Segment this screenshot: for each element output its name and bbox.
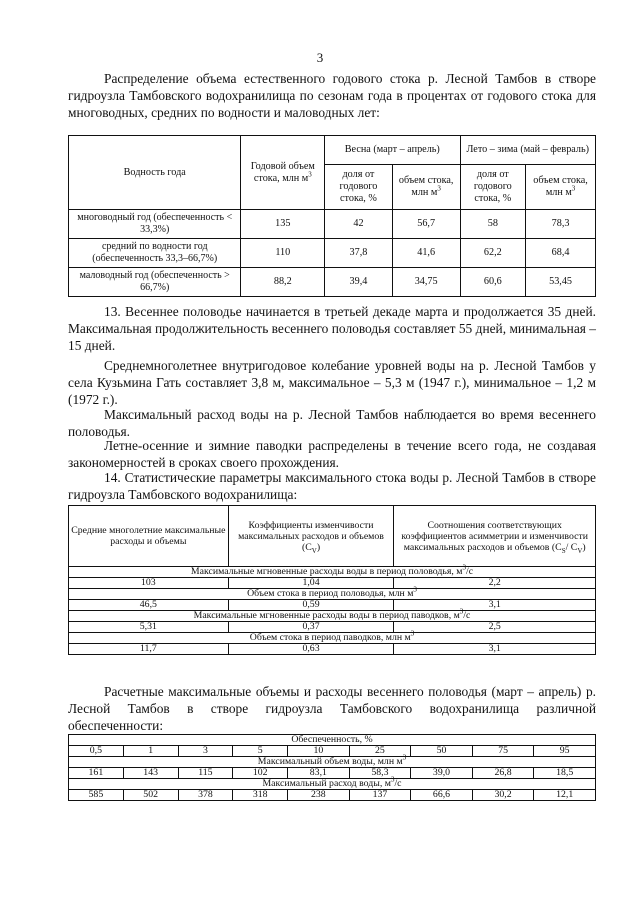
table-row: 161 143 115 102 83,1 58,3 39,0 26,8 18,5 bbox=[69, 768, 596, 779]
header-probability: Обеспеченность, % bbox=[69, 735, 596, 746]
paragraph-calculated: Расчетные максимальные объемы и расходы весеннего половодья (март – апрель) р. Лесной Тамбов в створе гидроузла Тамбовского водохранилища различной обеспеченности: bbox=[68, 684, 596, 733]
section-title: Объем стока в период половодья, млн $м^3$ bbox=[69, 589, 596, 600]
intro-paragraph: Распределение объема естественного годового стока р. Лесной Тамбов в створе гидроузла Тамбовского водохранилища по сезонам года в процентах от годового стока для многоводных, средних по водности и маловодных лет: bbox=[68, 71, 596, 120]
table-row: многоводный год (обеспеченность < 33,3%) 135 42 56,7 58 78,3 bbox=[69, 210, 596, 239]
page-number: 3 bbox=[316, 50, 324, 65]
section-title: Максимальный объем воды, млн $м^3$ bbox=[69, 757, 596, 768]
section-title: Объем стока в период паводков, млн $м^3$ bbox=[69, 633, 596, 644]
header-mean: Средние многолетние максимальные расходы и объемы bbox=[69, 506, 229, 567]
table-row: 11,7 0,63 3,1 bbox=[69, 644, 596, 655]
header-spring: Весна (март – апрель) bbox=[325, 136, 460, 165]
header-spring-volume: объем стока, млн $м^3$ bbox=[392, 165, 460, 210]
table-row: 46,5 0,59 3,1 bbox=[69, 600, 596, 611]
header-water-content: Водность года bbox=[69, 136, 241, 210]
header-summer-winter: Лето – зима (май – февраль) bbox=[460, 136, 595, 165]
paragraph-levels: Среднемноголетнее внутригодовое колебание уровней воды на р. Лесной Тамбов у села Кузьмина Гать составляет 3,8 м, максимальное – 5,3 м (1947 г.), минимальное – 1,2 м (1972 г.). bbox=[68, 358, 596, 407]
header-summer-share: доля от годового стока, % bbox=[460, 165, 526, 210]
paragraph-max-flow: Максимальный расход воды на р. Лесной Тамбов наблюдается во время весеннего половодья. bbox=[68, 407, 596, 439]
table-row: 5,31 0,37 2,5 bbox=[69, 622, 596, 633]
header-spring-share: доля от годового стока, % bbox=[325, 165, 393, 210]
header-summer-volume: объем стока, млн $м^3$ bbox=[526, 165, 596, 210]
table-row: маловодный год (обеспеченность > 66,7%) 88,2 39,4 34,75 60,6 53,45 bbox=[69, 268, 596, 297]
probability-table bbox=[68, 734, 596, 801]
section-title: Максимальные мгновенные расходы воды в период паводков, $м^3/с$ bbox=[69, 611, 596, 622]
table-row: 585 502 378 318 238 137 66,6 30,2 12,1 bbox=[69, 790, 596, 801]
paragraph-14: 14. Статистические параметры максимального стока воды р. Лесной Тамбов в створе гидроузла Тамбовского водохранилища: bbox=[68, 470, 596, 502]
section-title: Максимальные мгновенные расходы воды в период половодья, $м^3/с$ bbox=[69, 567, 596, 578]
header-ratio: Соотношения соответствующих коэффициентов асимметрии и изменчивости максимальных расходов и объемов ($C_S/$ $C_V$) bbox=[394, 506, 596, 567]
table-row: средний по водности год (обеспеченность 33,3–66,7%) 110 37,8 41,6 62,2 68,4 bbox=[69, 239, 596, 268]
paragraph-floods: Летне-осенние и зимние паводки распределены в течение всего года, не создавая закономерностей в сроках своего прохождения. bbox=[68, 438, 596, 470]
section-title: Максимальный расход воды, $м^3/с$ bbox=[69, 779, 596, 790]
header-cv: Коэффициенты изменчивости максимальных расходов и объемов $(C_V)$ bbox=[228, 506, 394, 567]
header-annual-volume: Годовой объем стока, млн $м^3$ bbox=[241, 136, 325, 210]
statistics-table bbox=[68, 505, 596, 655]
seasonal-distribution-table bbox=[68, 135, 596, 297]
table-row: 0,5 1 3 5 10 25 50 75 95 bbox=[69, 746, 596, 757]
table-row: 103 1,04 2,2 bbox=[69, 578, 596, 589]
paragraph-13: 13. Весеннее половодье начинается в третьей декаде марта и продолжается 35 дней. Максимальная продолжительность весеннего половодья составляет 55 дней, минимальная – 15 дней. bbox=[68, 304, 596, 353]
